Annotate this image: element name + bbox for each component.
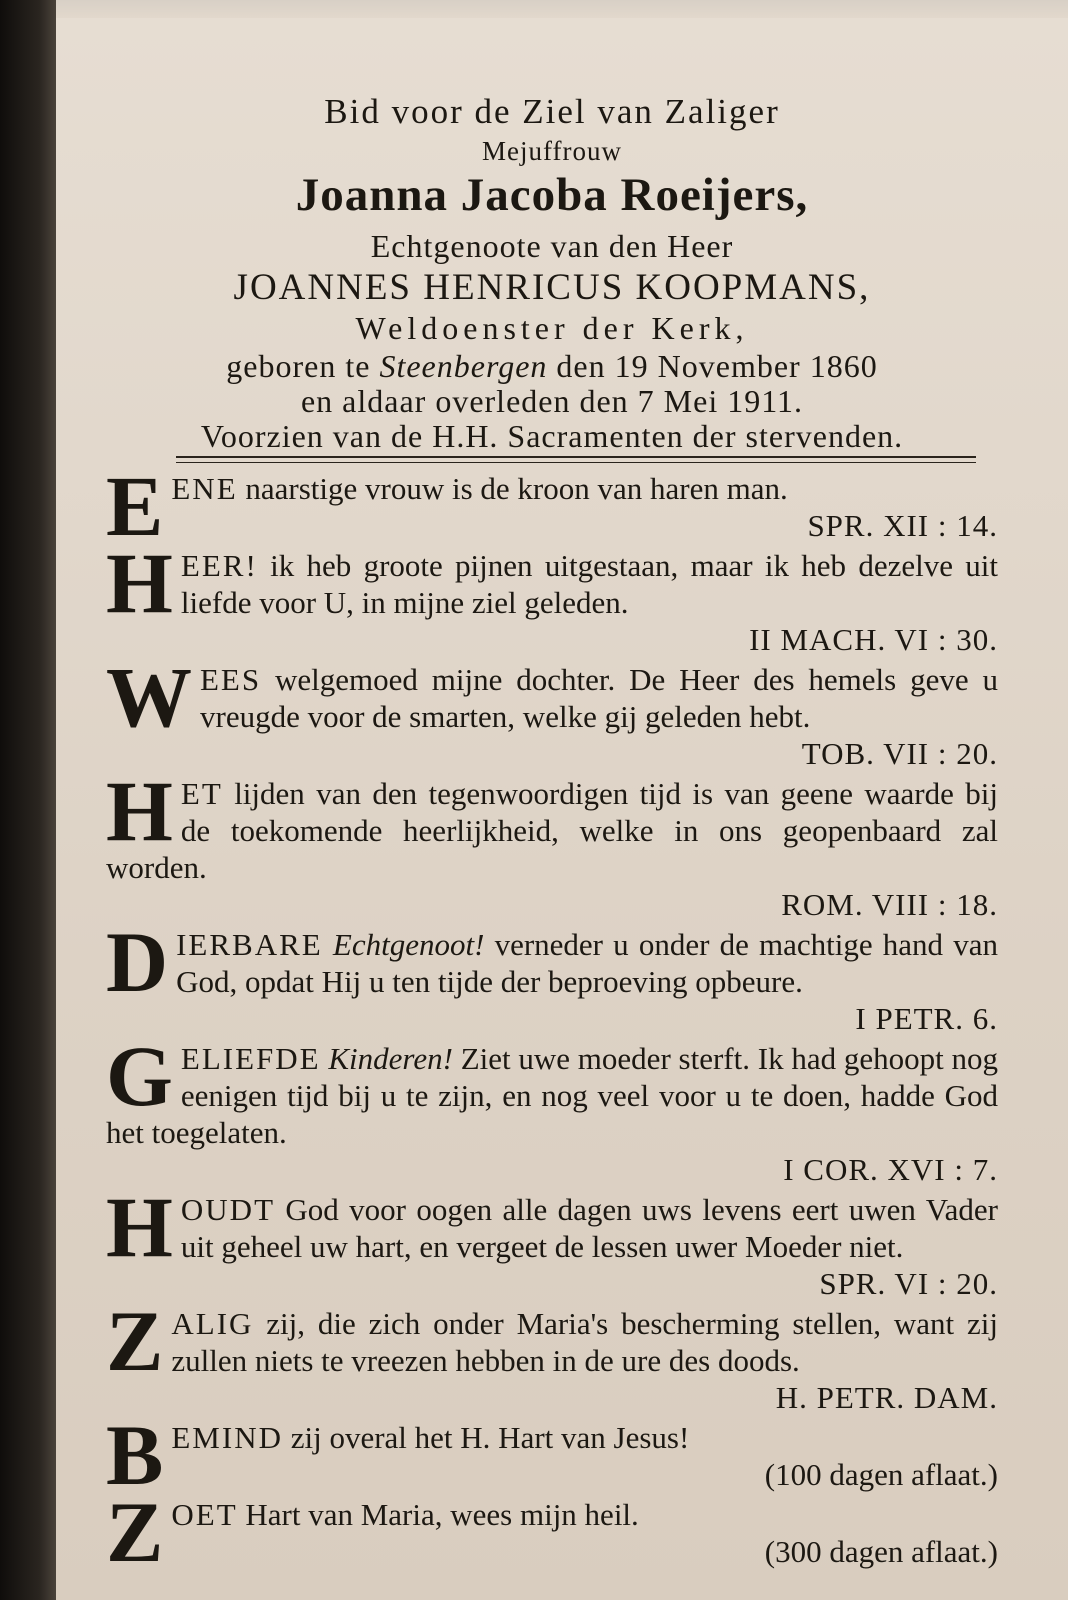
prayer-heading: Bid voor de Ziel van Zaliger [324, 92, 780, 131]
verse-lead-word: OUDT [180, 1192, 276, 1227]
verse-list [106, 458, 999, 1580]
drop-cap: Z [106, 1484, 164, 1580]
verse [106, 649, 998, 772]
scripture-reference: SPR. VI : 20. [819, 1266, 998, 1301]
drop-cap: E [106, 458, 164, 554]
verse-lead-word: ALIG [171, 1306, 254, 1341]
verse [106, 914, 998, 1037]
drop-cap: D [106, 914, 169, 1010]
verse-lead-word: ET [180, 776, 223, 811]
indulgence-note: (300 dagen aflaat.) [764, 1534, 998, 1569]
verse-text: verneder u onder de machtige hand van God, opdat Hij u ten tijde der beproeving opbeure. [176, 927, 998, 999]
death-line: en aldaar overleden den 7 Mei 1911. [300, 383, 804, 419]
verse [106, 458, 998, 554]
sacraments-line: Voorzien van de H.H. Sacramenten der stervenden. [200, 418, 904, 454]
verse-text: welgemoed mijne dochter. De Heer des hemels geve u vreugde voor de smarten, welke gij geleden hebt. [200, 662, 998, 734]
scripture-reference: I COR. XVI : 7. [783, 1152, 998, 1187]
drop-cap: G [106, 1028, 173, 1124]
drop-cap: Z [106, 1293, 164, 1389]
drop-cap: H [106, 535, 173, 631]
verse [106, 1293, 998, 1416]
scripture-reference: I PETR. 6. [855, 1001, 998, 1036]
scripture-reference: SPR. XII : 14. [807, 508, 998, 543]
verse-text: Hart van Maria, wees mijn heil. [237, 1497, 639, 1532]
verse-address: Echtgenoot! [322, 927, 485, 962]
verse-lead-word: ELIEFDE [180, 1041, 321, 1076]
scripture-reference: TOB. VII : 20. [801, 736, 998, 771]
divider-thin [176, 462, 976, 463]
verse [106, 763, 998, 923]
verse-lead-word: IERBARE [176, 927, 323, 962]
card-border [0, 0, 56, 1600]
benefactress-line: Weldoenster der Kerk, [355, 310, 749, 346]
verse [106, 1179, 998, 1302]
verse-text: zij overal het H. Hart van Jesus! [282, 1420, 690, 1455]
title-mejuffrouw: Mejuffrouw [482, 136, 622, 166]
birth-line [106, 348, 998, 385]
verse-lead-word: EES [200, 662, 262, 697]
verse-text: lijden van den tegenwoordigen tijd is van geene waarde bij de toekomende heerlijkheid, welke in ons geopenbaard zal worden. [106, 776, 998, 885]
birth-prefix: geboren te [226, 348, 380, 384]
card-top-edge [56, 0, 1068, 18]
drop-cap: W [106, 649, 192, 745]
verse-lead-word: EMIND [171, 1420, 283, 1455]
verse-lead-word: OET [171, 1497, 238, 1532]
drop-cap: B [106, 1407, 164, 1503]
verse [106, 1484, 998, 1580]
scripture-reference: II MACH. VI : 30. [749, 622, 998, 657]
birth-place: Steenbergen [379, 348, 548, 384]
verse [106, 535, 998, 658]
verse-text: Ziet uwe moeder sterft. Ik had gehoopt nog eenigen tijd bij u te zijn, en nog veel voor u te doen, hadde God het toegelaten. [106, 1041, 999, 1150]
scripture-reference: ROM. VIII : 18. [781, 887, 998, 922]
deceased-name: Joanna Jacoba Roeijers, [295, 169, 809, 221]
verse [106, 1028, 999, 1188]
divider-thick [176, 456, 976, 458]
verse-address: Kinderen! [320, 1041, 453, 1076]
husband-name: JOANNES HENRICUS KOOPMANS, [233, 267, 871, 308]
indulgence-note: (100 dagen aflaat.) [764, 1457, 998, 1492]
verse-lead-word: EER! [180, 548, 258, 583]
drop-cap: H [106, 763, 173, 859]
verse-text: God voor oogen alle dagen uws levens eert uwen Vader uit geheel uw hart, en vergeet de lessen uwer Moeder niet. [180, 1192, 998, 1264]
verse-text: naarstige vrouw is de kroon van haren man. [237, 471, 788, 506]
verse-text: ik heb groote pijnen uitgestaan, maar ik heb dezelve uit liefde voor U, in mijne ziel geleden. [180, 548, 998, 620]
verse-lead-word: ENE [171, 471, 238, 506]
scripture-reference: H. PETR. DAM. [775, 1380, 998, 1415]
verse [106, 1407, 998, 1503]
verse-text: zij, die zich onder Maria's bescherming stellen, want zij zullen niets te vreezen hebben in de ure des doods. [171, 1306, 998, 1378]
drop-cap: H [106, 1179, 173, 1275]
birth-date: den 19 November 1860 [547, 348, 878, 384]
memorial-card [56, 18, 1068, 1600]
spouse-intro: Echtgenoote van den Heer [370, 228, 734, 264]
